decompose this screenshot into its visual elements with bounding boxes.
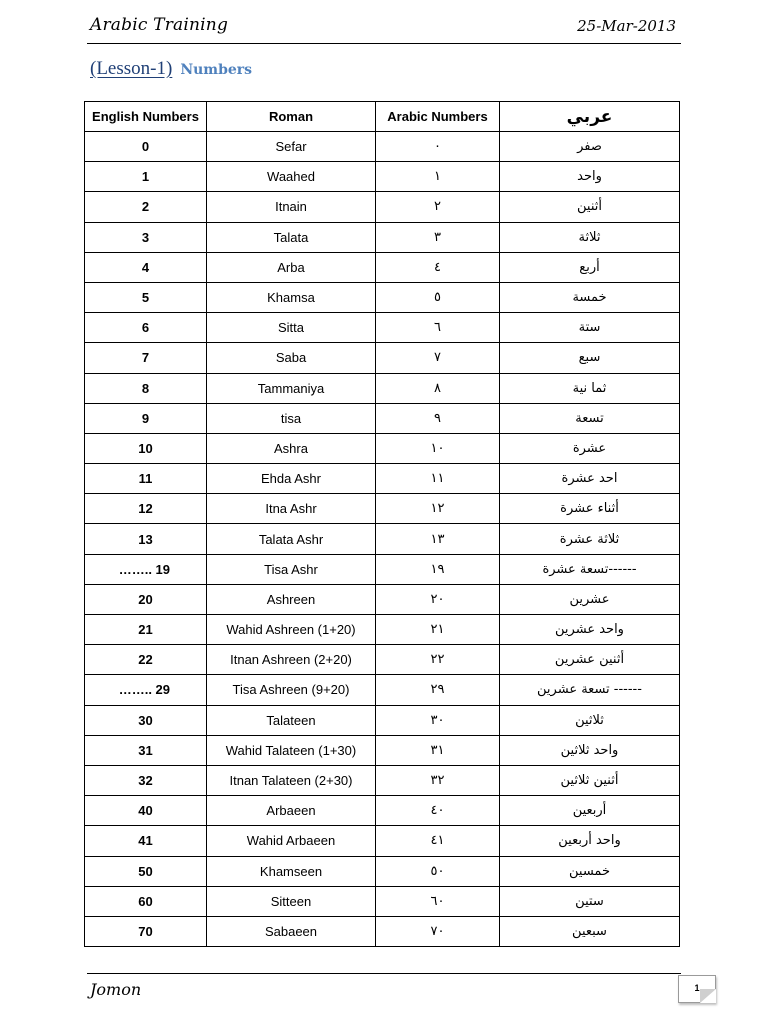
arabic-word-cell: ثلاثة عشرة — [500, 524, 680, 554]
arabic-word-cell: ثما نية — [500, 373, 680, 403]
arabic-word-cell: خمسين — [500, 856, 680, 886]
footer-divider — [87, 973, 681, 974]
table-row — [85, 645, 680, 675]
arabic-word-cell: واحد أربعين — [500, 826, 680, 856]
arabic-word-cell: أثنين ثلاثين — [500, 765, 680, 795]
arabic-word-cell: عشرين — [500, 584, 680, 614]
arabic-word-cell: ستة — [500, 313, 680, 343]
arabic-word-cell: ------تسعة عشرة — [500, 554, 680, 584]
table-row — [85, 826, 680, 856]
english-number-cell: 70 — [85, 916, 207, 946]
arabic-numeral-cell: ٩ — [376, 403, 500, 433]
table-row — [85, 373, 680, 403]
arabic-word-cell: أثنين عشرين — [500, 645, 680, 675]
roman-cell: Wahid Arbaeen — [207, 826, 376, 856]
arabic-numeral-cell: ٣٢ — [376, 765, 500, 795]
roman-cell: Waahed — [207, 162, 376, 192]
arabic-numeral-cell: ٨ — [376, 373, 500, 403]
english-number-cell: 31 — [85, 735, 207, 765]
roman-cell: Talata — [207, 222, 376, 252]
english-number-cell: 10 — [85, 433, 207, 463]
table-row — [85, 403, 680, 433]
arabic-numeral-cell: ٢٠ — [376, 584, 500, 614]
arabic-numeral-cell: ١٢ — [376, 494, 500, 524]
arabic-numeral-cell: ٥ — [376, 282, 500, 312]
table-row — [85, 252, 680, 282]
table-header-row — [85, 102, 680, 132]
roman-cell: Itnan Ashreen (2+20) — [207, 645, 376, 675]
table-row — [85, 192, 680, 222]
table-row — [85, 464, 680, 494]
roman-cell: tisa — [207, 403, 376, 433]
arabic-word-cell: خمسة — [500, 282, 680, 312]
lesson-heading — [90, 58, 252, 80]
lesson-label: (Lesson-1) — [90, 58, 173, 79]
english-number-cell: 60 — [85, 886, 207, 916]
table-row — [85, 765, 680, 795]
lesson-topic: Numbers — [180, 62, 253, 78]
english-number-cell: 30 — [85, 705, 207, 735]
roman-cell: Wahid Talateen (1+30) — [207, 735, 376, 765]
english-number-cell: 7 — [85, 343, 207, 373]
table-row — [85, 282, 680, 312]
arabic-numeral-cell: ١١ — [376, 464, 500, 494]
roman-cell: Wahid Ashreen (1+20) — [207, 615, 376, 645]
roman-cell: Talata Ashr — [207, 524, 376, 554]
english-number-cell: 21 — [85, 615, 207, 645]
header-title: Arabic Training — [90, 15, 229, 35]
roman-cell: Arbaeen — [207, 796, 376, 826]
arabic-numeral-cell: ٠ — [376, 132, 500, 162]
english-number-cell: 12 — [85, 494, 207, 524]
roman-cell: Itnan Talateen (2+30) — [207, 765, 376, 795]
table-row — [85, 132, 680, 162]
arabic-numeral-cell: ٦ — [376, 313, 500, 343]
column-header-arabic: عربي — [500, 102, 680, 132]
arabic-numeral-cell: ٣ — [376, 222, 500, 252]
table-row — [85, 162, 680, 192]
page-number-box — [678, 975, 716, 1003]
english-number-cell: 41 — [85, 826, 207, 856]
arabic-word-cell: سبعين — [500, 916, 680, 946]
header-divider — [87, 43, 681, 44]
roman-cell: Tisa Ashr — [207, 554, 376, 584]
roman-cell: Khamseen — [207, 856, 376, 886]
arabic-numeral-cell: ١٠ — [376, 433, 500, 463]
arabic-numeral-cell: ٤ — [376, 252, 500, 282]
footer-author: Jomon — [90, 980, 142, 999]
table-row — [85, 705, 680, 735]
arabic-numeral-cell: ٢٢ — [376, 645, 500, 675]
table-row — [85, 343, 680, 373]
arabic-word-cell: سبع — [500, 343, 680, 373]
english-number-cell: 11 — [85, 464, 207, 494]
english-number-cell: 6 — [85, 313, 207, 343]
table-row — [85, 554, 680, 584]
arabic-word-cell: احد عشرة — [500, 464, 680, 494]
numbers-table — [84, 101, 680, 947]
english-number-cell: 40 — [85, 796, 207, 826]
roman-cell: Saba — [207, 343, 376, 373]
roman-cell: Tisa Ashreen (9+20) — [207, 675, 376, 705]
arabic-numeral-cell: ٦٠ — [376, 886, 500, 916]
arabic-word-cell: أربع — [500, 252, 680, 282]
arabic-word-cell: أربعين — [500, 796, 680, 826]
arabic-numeral-cell: ٣٠ — [376, 705, 500, 735]
roman-cell: Ehda Ashr — [207, 464, 376, 494]
table-row — [85, 584, 680, 614]
english-number-cell: 4 — [85, 252, 207, 282]
arabic-word-cell: عشرة — [500, 433, 680, 463]
roman-cell: Itnain — [207, 192, 376, 222]
english-number-cell: 8 — [85, 373, 207, 403]
column-header-roman: Roman — [207, 102, 376, 132]
arabic-numeral-cell: ١٣ — [376, 524, 500, 554]
arabic-numeral-cell: ٢١ — [376, 615, 500, 645]
roman-cell: Arba — [207, 252, 376, 282]
arabic-numeral-cell: ٣١ — [376, 735, 500, 765]
arabic-numeral-cell: ٤١ — [376, 826, 500, 856]
roman-cell: Ashreen — [207, 584, 376, 614]
arabic-word-cell: ثلاثين — [500, 705, 680, 735]
roman-cell: Sabaeen — [207, 916, 376, 946]
arabic-numeral-cell: ١ — [376, 162, 500, 192]
arabic-word-cell: واحد عشرين — [500, 615, 680, 645]
roman-cell: Sitteen — [207, 886, 376, 916]
english-number-cell: …….. 19 — [85, 554, 207, 584]
arabic-numeral-cell: ١٩ — [376, 554, 500, 584]
english-number-cell: 32 — [85, 765, 207, 795]
roman-cell: Sefar — [207, 132, 376, 162]
english-number-cell: 13 — [85, 524, 207, 554]
arabic-numeral-cell: ٤٠ — [376, 796, 500, 826]
table-row — [85, 524, 680, 554]
roman-cell: Tammaniya — [207, 373, 376, 403]
arabic-word-cell: صفر — [500, 132, 680, 162]
arabic-word-cell: ------ تسعة عشرين — [500, 675, 680, 705]
roman-cell: Khamsa — [207, 282, 376, 312]
table-row — [85, 313, 680, 343]
arabic-numeral-cell: ٢ — [376, 192, 500, 222]
roman-cell: Ashra — [207, 433, 376, 463]
table-row — [85, 494, 680, 524]
table-row — [85, 433, 680, 463]
header-date: 25-Mar-2013 — [577, 17, 676, 35]
page-number: 1 — [694, 983, 700, 993]
table-row — [85, 886, 680, 916]
english-number-cell: 2 — [85, 192, 207, 222]
english-number-cell: 3 — [85, 222, 207, 252]
roman-cell: Talateen — [207, 705, 376, 735]
arabic-numeral-cell: ٧ — [376, 343, 500, 373]
english-number-cell: 0 — [85, 132, 207, 162]
arabic-word-cell: واحد — [500, 162, 680, 192]
column-header-arabic-numbers: Arabic Numbers — [376, 102, 500, 132]
table-row — [85, 735, 680, 765]
english-number-cell: 5 — [85, 282, 207, 312]
english-number-cell: 9 — [85, 403, 207, 433]
table-row — [85, 222, 680, 252]
english-number-cell: …….. 29 — [85, 675, 207, 705]
table-row — [85, 615, 680, 645]
arabic-word-cell: تسعة — [500, 403, 680, 433]
table-row — [85, 675, 680, 705]
table-row — [85, 916, 680, 946]
column-header-english: English Numbers — [85, 102, 207, 132]
arabic-word-cell: واحد ثلاثين — [500, 735, 680, 765]
arabic-numeral-cell: ٥٠ — [376, 856, 500, 886]
arabic-word-cell: أثناء عشرة — [500, 494, 680, 524]
arabic-numeral-cell: ٢٩ — [376, 675, 500, 705]
roman-cell: Itna Ashr — [207, 494, 376, 524]
english-number-cell: 20 — [85, 584, 207, 614]
arabic-word-cell: ستين — [500, 886, 680, 916]
english-number-cell: 50 — [85, 856, 207, 886]
english-number-cell: 22 — [85, 645, 207, 675]
roman-cell: Sitta — [207, 313, 376, 343]
arabic-numeral-cell: ٧٠ — [376, 916, 500, 946]
arabic-word-cell: أثنين — [500, 192, 680, 222]
english-number-cell: 1 — [85, 162, 207, 192]
table-row — [85, 796, 680, 826]
arabic-word-cell: ثلاثة — [500, 222, 680, 252]
table-row — [85, 856, 680, 886]
page-fold-icon — [700, 989, 716, 1003]
